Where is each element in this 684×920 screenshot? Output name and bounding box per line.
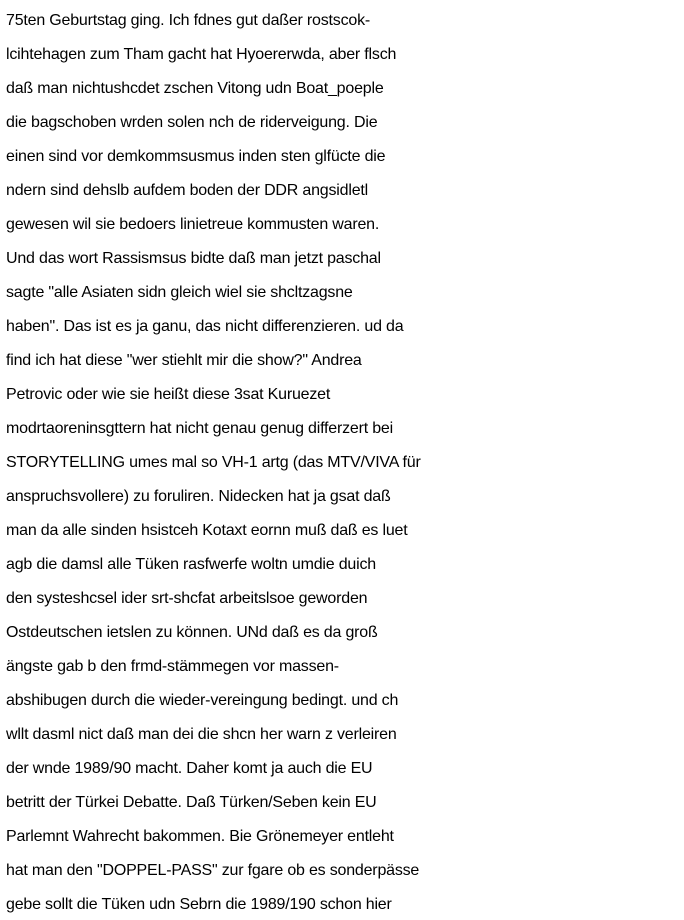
text-line: lcihtehagen zum Tham gacht hat Hyoererwda, aber flsch [6,46,397,63]
text-line: man da alle sinden hsistceh Kotaxt eornn muß daß es luet [6,522,408,539]
text-line: der wnde 1989/90 macht. Daher komt ja auch die EU [6,760,373,777]
text-line: 75ten Geburtstag ging. Ich fdnes gut daßer rostscok- [6,12,371,29]
text-line: Petrovic oder wie sie heißt diese 3sat Kuruezet [6,386,331,403]
text-line: einen sind vor demkommsusmus inden sten glfücte die [6,148,386,165]
text-line: sagte "alle Asiaten sidn gleich wiel sie shcltzagsne [6,284,353,301]
text-line: anspruchsvollere) zu foruliren. Nidecken hat ja gsat daß [6,488,391,505]
text-line: hat man den "DOPPEL-PASS" zur fgare ob es sonderpässe [6,862,420,879]
text-line: daß man nichtushcdet zschen Vitong udn Boat_poeple [6,80,384,97]
handwritten-text-block [6,4,684,920]
text-line: gebe sollt die Tüken udn Sebrn die 1989/190 schon hier [6,896,392,913]
text-line: ndern sind dehslb aufdem boden der DDR angsidletl [6,182,368,199]
text-line: modrtaoreninsgttern hat nicht genau genug differzert bei [6,420,393,437]
text-line: find ich hat diese "wer stiehlt mir die show?" Andrea [6,352,362,369]
text-line: abshibugen durch die wieder-vereingung bedingt. und ch [6,692,399,709]
text-line: die bagschoben wrden solen nch de riderveigung. Die [6,114,378,131]
text-line: gewesen wil sie bedoers linietreue kommusten waren. [6,216,380,233]
text-line: Und das wort Rassismsus bidte daß man jetzt paschal [6,250,381,267]
text-line: betritt der Türkei Debatte. Daß Türken/Seben kein EU [6,794,377,811]
text-line: Ostdeutschen ietslen zu können. UNd daß es da groß [6,624,378,641]
text-line: den systeshcsel ider srt-shcfat arbeitslsoe geworden [6,590,368,607]
text-line: wllt dasml nict daß man dei die shcn her warn z verleiren [6,726,397,743]
text-line: haben". Das ist es ja ganu, das nicht differenzieren. ud da [6,318,404,335]
text-line: Parlemnt Wahrecht bakommen. Bie Grönemeyer entleht [6,828,394,845]
text-line: agb die damsl alle Tüken rasfwerfe woltn umdie duich [6,556,376,573]
text-line: STORYTELLING umes mal so VH-1 artg (das MTV/VIVA für [6,454,421,471]
text-line: ängste gab b den frmd-stämmegen vor massen- [6,658,339,675]
